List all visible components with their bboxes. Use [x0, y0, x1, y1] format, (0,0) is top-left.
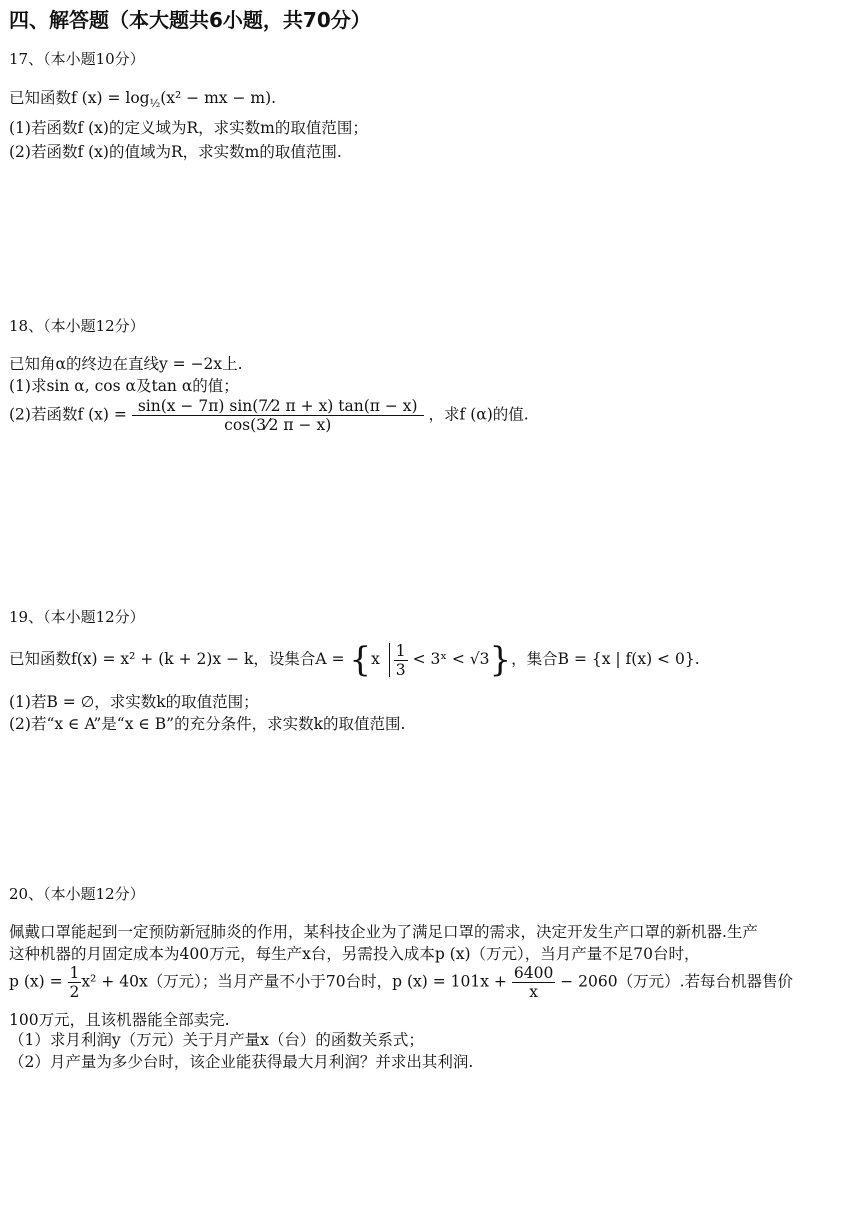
q20-line2: 这种机器的月固定成本为400万元，每生产x台，另需投入成本p (x)（万元），当月产量不足70台时， [9, 945, 700, 963]
q17-part1: (1)若函数f (x)的定义域为R，求实数m的取值范围； [9, 119, 368, 137]
q17-stem [9, 86, 276, 110]
q18-part2-prefix: (2)若函数f (x) = [9, 405, 127, 424]
q17-stem-func: f (x) = log [71, 89, 150, 107]
q17-stem-end: . [271, 89, 277, 107]
q19-set-rest: < 3ˣ < √3 [412, 650, 490, 668]
q20-6400-num: 6400 [513, 964, 554, 982]
q19-set-var: x [371, 650, 380, 668]
q18-fraction-numerator: sin(x − 7π) sin(7⁄2 π + x) tan(π − x) [132, 397, 424, 416]
q20-line3-c: − 2060（万元）.若每台机器售价 [560, 972, 794, 991]
q18-stem: 已知角α的终边在直线y = −2x上. [9, 355, 243, 373]
q20-half-num: 1 [69, 964, 80, 982]
q19-right-brace: } [489, 640, 512, 680]
q19-set-bar [389, 643, 390, 677]
q19-stem [9, 640, 700, 680]
q20-line3-a: p (x) = [9, 972, 63, 991]
q19-header: 19、（本小题12分） [9, 608, 145, 626]
q19-part1: (1)若B = ∅，求实数k的取值范围； [9, 693, 259, 711]
q18-part2 [9, 397, 529, 434]
q19-set-fraction-num: 1 [395, 641, 406, 660]
q20-6400-fraction [512, 964, 555, 1001]
q20-line1: 佩戴口罩能起到一定预防新冠肺炎的作用，某科技企业为了满足口罩的需求，决定开发生产口罩的新机器.生产 [9, 923, 758, 941]
q20-line4: 100万元，且该机器能全部卖完. [9, 1011, 230, 1029]
q18-fraction-denominator: cos(3⁄2 π − x) [224, 416, 332, 434]
q17-part2: (2)若函数f (x)的值域为R，求实数m的取值范围. [9, 143, 342, 161]
q18-fraction [132, 397, 424, 434]
q17-header: 17、（本小题10分） [9, 50, 145, 68]
q19-stem-a: 已知函数f(x) = x² + (k + 2)x − k，设集合A = [9, 650, 345, 668]
section-title: 四、解答题（本大题共6小题，共70分） [9, 8, 371, 32]
q17-stem-prefix: 已知函数 [9, 89, 72, 107]
q18-part1: (1)求sin α, cos α及tan α的值； [9, 377, 239, 395]
q20-6400-den: x [529, 983, 538, 1001]
q19-set-fraction-den: 3 [395, 660, 406, 679]
q20-line3-b: x² + 40x（万元）；当月产量不小于70台时，p (x) = 101x + [81, 972, 507, 991]
q20-part1: （1）求月利润y（万元）关于月产量x（台）的函数关系式； [9, 1031, 424, 1049]
q19-stem-b: ，集合B = {x | f(x) < 0}. [511, 650, 700, 668]
q20-part2: （2）月产量为多少台时，该企业能获得最大月利润？并求出其利润. [9, 1053, 474, 1071]
q20-header: 20、（本小题12分） [9, 885, 145, 903]
q17-stem-arg: (x² − mx − m) [160, 89, 272, 107]
q20-half-fraction [68, 964, 82, 1001]
q19-left-brace: { [349, 640, 372, 680]
q20-line3 [9, 964, 793, 1001]
q17-stem-base: ½ [149, 97, 161, 111]
q19-set-fraction [394, 642, 408, 679]
q19-part2: (2)若“x ∈ A”是“x ∈ B”的充分条件，求实数k的取值范围. [9, 715, 406, 733]
q20-half-den: 2 [69, 983, 80, 1001]
q18-part2-suffix: ，求f (α)的值. [428, 405, 529, 424]
q18-header: 18、（本小题12分） [9, 317, 145, 335]
